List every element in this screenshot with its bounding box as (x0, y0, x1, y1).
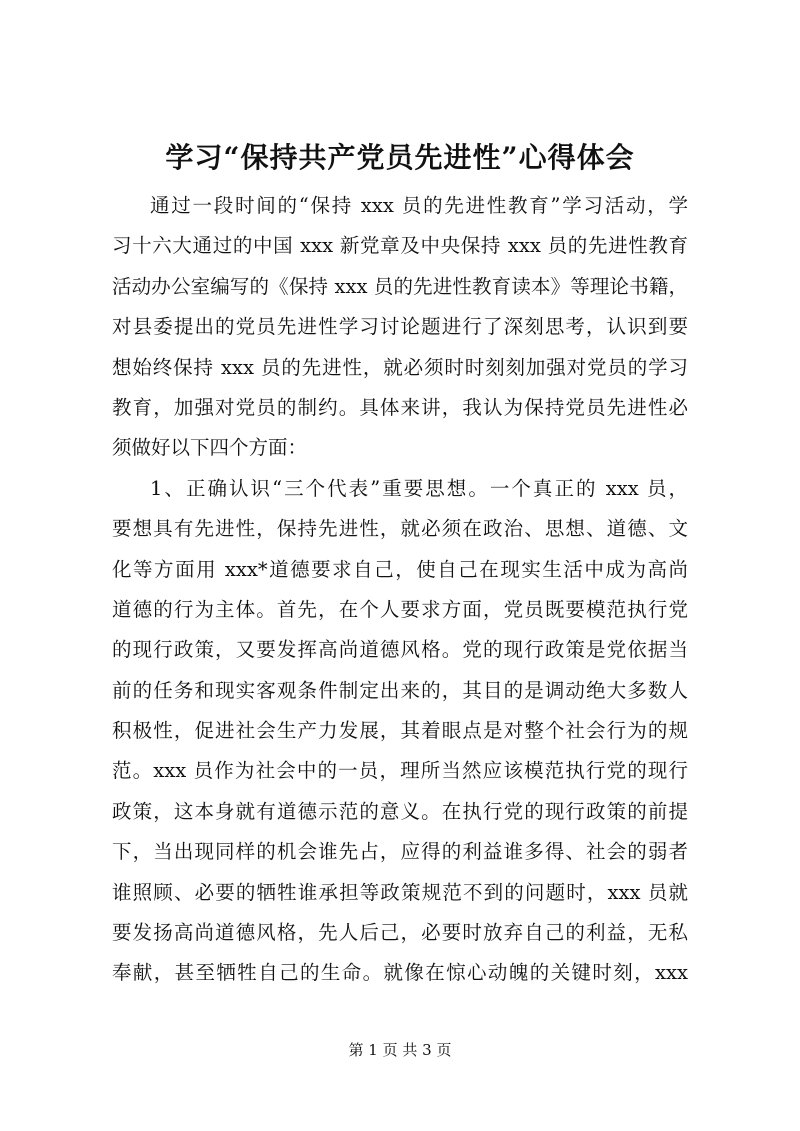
page-title: 学习“保持共产党员先进性”心得体会 (165, 141, 635, 174)
text-line: 要发扬高尚道德风格，先人后己，必要时放弃自己的利益，无私 (112, 921, 688, 945)
document-body (112, 186, 688, 994)
text-line: 政策，这本身就有道德示范的意义。在执行党的现行政策的前提 (112, 799, 688, 823)
text-line: 奉献，甚至牺牲自己的生命。就像在惊心动魄的关键时刻，xxx (112, 961, 688, 985)
text-line: 化等方面用 xxx*道德要求自己，使自己在现实生活中成为高尚 (112, 557, 688, 581)
text-line: 对县委提出的党员先进性学习讨论题进行了深刻思考，认识到要 (112, 315, 688, 339)
text-line: 前的任务和现实客观条件制定出来的，其目的是调动绝大多数人 (112, 678, 688, 702)
text-line: 范。xxx 员作为社会中的一员，理所当然应该模范执行党的现行 (112, 759, 688, 783)
text-line: 活动办公室编写的《保持 xxx 员的先进性教育读本》等理论书籍， (112, 274, 688, 298)
text-line: 习十六大通过的中国 xxx 新党章及中央保持 xxx 员的先进性教育 (112, 234, 688, 258)
text-line: 的现行政策，又要发挥高尚道德风格。党的现行政策是党依据当 (112, 638, 688, 662)
text-line: 通过一段时间的“保持 xxx 员的先进性教育”学习活动，学 (150, 194, 688, 217)
text-line: 1、正确认识“三个代表”重要思想。一个真正的 xxx 员， (150, 476, 688, 500)
page-number-footer: 第 1 页 共 3 页 (348, 1041, 452, 1059)
text-line: 下，当出现同样的机会谁先占，应得的利益谁多得、社会的弱者 (112, 840, 688, 864)
text-line: 要想具有先进性，保持先进性，就必须在政治、思想、道德、文 (112, 517, 688, 541)
text-line: 积极性，促进社会生产力发展，其着眼点是对整个社会行为的规 (112, 719, 688, 743)
text-line: 教育，加强对党员的制约。具体来讲，我认为保持党员先进性必 (112, 395, 688, 419)
paragraph-2 (112, 469, 688, 994)
text-line: 须做好以下四个方面： (112, 436, 308, 460)
text-line: 谁照顾、必要的牺牲谁承担等政策规范不到的问题时，xxx 员就 (112, 880, 688, 904)
text-line: 想始终保持 xxx 员的先进性，就必须时时刻刻加强对党员的学习 (112, 355, 688, 379)
paragraph-1 (112, 186, 688, 469)
text-line: 道德的行为主体。首先，在个人要求方面，党员既要模范执行党 (112, 597, 688, 621)
